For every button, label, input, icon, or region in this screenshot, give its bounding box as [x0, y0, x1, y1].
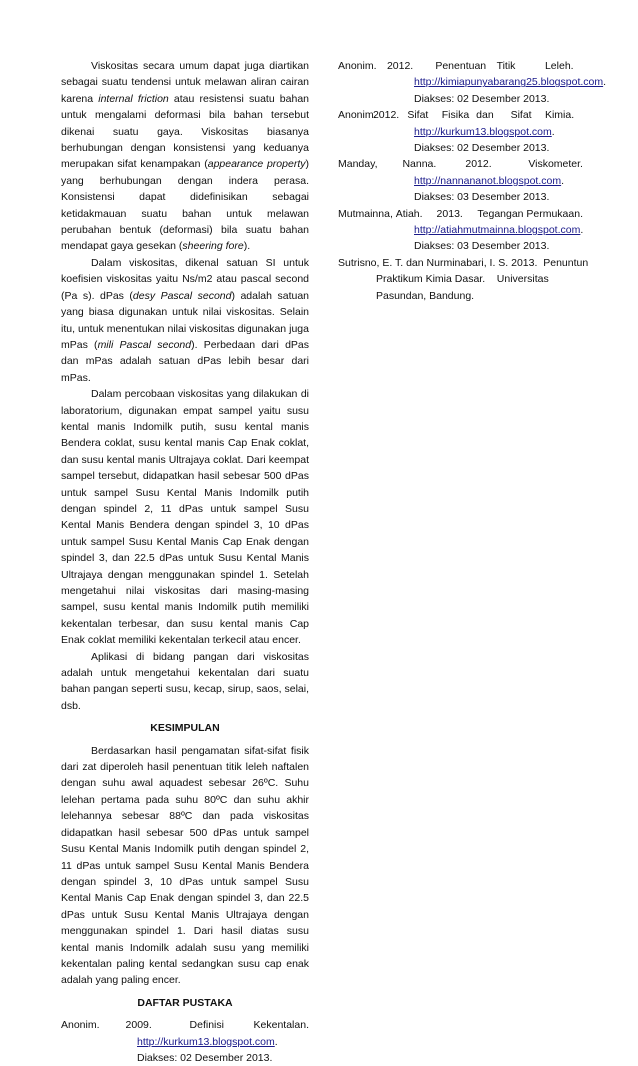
reference-first-line: Anonim. 2012. Penentuan Titik Leleh. [338, 60, 574, 72]
reference-title-line: Praktikum Kimia Dasar. Universitas [376, 273, 549, 286]
paragraph-experiment-results: Dalam percobaan viskositas yang dilakukan di laboratorium, digunakan empat sampel yaitu susu kental manis Indomilk putih, susu kental manis Bendera coklat, susu kental manis Cap Enak coklat, dan susu kental manis Ultrajaya coklat. Dari keempat sampel tersebut, didapatkan hasil sebesar 500 dPas untuk sampel Susu Kental Manis Indomilk putih dengan spindel 2, 11 dPas untuk sampel Susu Kental Manis Bendera dengan spindel 3, 10 dPas untuk sampel Susu Kental Manis Cap Enak dengan spindel 3, dan 22.5 dPas untuk Susu Kental Manis Ultrajaya dengan menggunakan spindel 1. Setelah mengetahui nilai viskositas dari masing-masing sampel, susu kental manis Indomilk putih memiliki kekentalan terbesar, dan susu kental manis Cap Enak coklat memiliki kekentalan terkecil atau encer. [61, 388, 309, 647]
reference-link[interactable]: http://kimiapunyabarang25.blogspot.com [414, 76, 604, 89]
reference-first-line: Mutmainna, Atiah. 2013. Tegangan Permukaan. [338, 207, 583, 220]
heading-kesimpulan: KESIMPULAN [150, 722, 220, 735]
reference-first-line: Sutrisno, E. T. dan Nurminabari, I. S. 2013. Penuntun [338, 256, 589, 269]
right-column [338, 58, 607, 304]
reference-entry [338, 255, 589, 304]
reference-accessed: Diakses: 02 Desember 2013. [137, 1051, 273, 1064]
paragraph-conclusion: Berdasarkan hasil pengamatan sifat-sifat fisik dari zat diperoleh hasil penentuan titik leleh naftalen dengan suhu awal aquadest sebesar 26ºC. Suhu lelehan pertama pada suhu 80ºC dan suhu akhir lelehannya sebesar 88ºC dan pada viskositas didapatkan hasil sebesar 500 dPas untuk sampel Susu Kental Manis Indomilk putih dengan spindel 2, 11 dPas untuk sampel Susu Kental Manis Bendera dengan spindel 3, 10 dPas untuk sampel Susu Kental Manis Cap Enak dengan spindel 3, dan 22.5 dPas untuk Susu Kental Manis Ultrajaya dengan menggunakan spindel 1. Dari hasil diatas susu kental manis Indomilk adalah susu yang memiliki kekentalan paling kental sedangkan susu cap enak adalah yang paling encer. [61, 744, 309, 987]
reference-entry: Anonim. 2012. Sifat Fisika dan Sifat Kimia. http://kurkum13.blogspot.com. Diakses: 02 Desember 2013. [338, 107, 583, 156]
reference-first-line: Anonim. 2009. Definisi Kekentalan. [61, 1019, 309, 1032]
reference-link[interactable]: http://atiahmutmainna.blogspot.com [414, 224, 581, 237]
reference-first-line: Anonim. 2012. Sifat Fisika dan Sifat Kimia. [338, 109, 575, 122]
paragraph-food-application: Aplikasi di bidang pangan dari viskositas adalah untuk mengetahui kekentalan dari suatu bahan pangan seperti susu, kecap, sirup, saos, selai, dsb. [61, 650, 309, 712]
left-column [61, 58, 309, 1066]
reference-accessed: Diakses: 03 Desember 2013. [414, 240, 550, 253]
reference-entry: Anonim. 2009. Definisi Kekentalan. http://kurkum13.blogspot.com. Diakses: 02 Desember 2013. [61, 1017, 309, 1066]
paragraph-viskositas-units: Dalam viskositas, dikenal satuan SI untuk koefisien viskositas yaitu Ns/m2 atau pascal second (Pa s). dPas (desy Pascal second) adalah satuan yang biasa digunakan untuk nilai viskositas. Selain itu, untuk menentukan nilai viskositas digunakan juga mPas (mili Pascal second). Perbedaan dari dPas dan mPas adalah satuan dPas lebih besar dari mPas. [61, 256, 310, 384]
reference-entry: Anonim. 2012. Penentuan Titik Leleh. http://kimiapunyabarang25.blogspot.com. Diakses: 02 Desember 2013. [338, 58, 583, 107]
heading-daftar-pustaka: DAFTAR PUSTAKA [137, 996, 233, 1009]
reference-link[interactable]: http://kurkum13.blogspot.com [414, 125, 552, 138]
reference-entry: Manday, Nanna. 2012. Viskometer. http://nannananot.blogspot.com. Diakses: 03 Desember 2013. [338, 156, 583, 205]
reference-link[interactable]: http://nannananot.blogspot.com [414, 174, 562, 187]
reference-publisher-line: Pasundan, Bandung. [376, 289, 475, 302]
reference-accessed: Diakses: 02 Desember 2013. [414, 142, 550, 155]
reference-entry: Mutmainna, Atiah. 2013. Tegangan Permukaan. http://atiahmutmainna.blogspot.com. Diakses: 03 Desember 2013. [338, 206, 583, 255]
reference-link[interactable]: http://kurkum13.blogspot.com [137, 1035, 275, 1048]
paragraph-viskositas-definition: Viskositas secara umum dapat juga diartikan sebagai suatu tendensi untuk melawan aliran cairan karena internal friction atau resistensi suatu bahan untuk mengalami deformasi bila bahan tersebut dikenai suatu gaya. Viskositas biasanya berhubungan dengan konsistensi yang keduanya merupakan sifat kenampakan (appearance property) yang berhubungan dengan indera perasa. Konsistensi dapat didefinisikan sebagai ketidakmauan suatu bahan untuk melawan perubahan bentuk (deformasi) bila suatu bahan mendapat gaya gesekan (sheering fore). [61, 60, 309, 253]
reference-accessed: Diakses: 03 Desember 2013. [414, 191, 550, 204]
reference-accessed: Diakses: 02 Desember 2013. [414, 92, 550, 105]
reference-first-line: Manday, Nanna. 2012. Viskometer. [338, 158, 583, 171]
